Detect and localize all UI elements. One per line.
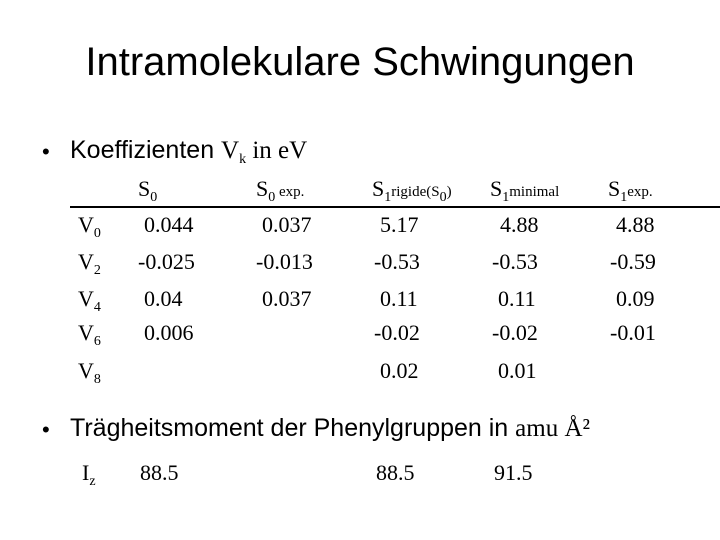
table-cell: 0.006	[144, 320, 194, 345]
table-cell: 0.04	[144, 286, 183, 311]
table-cell: 4.88	[500, 212, 539, 237]
table-cell: 0.037	[262, 286, 312, 311]
table-cell: 5.17	[380, 212, 419, 237]
table-cell: -0.53	[374, 249, 420, 274]
table-cell: 0.037	[262, 212, 312, 237]
row-label-v4: $V_4$	[78, 286, 101, 315]
table-cell: -0.013	[256, 249, 313, 274]
table-cell: 0.11	[380, 286, 418, 311]
bullet-dot-icon: •	[42, 417, 50, 442]
header-s0-exp: $S_0$ exp.	[256, 176, 305, 205]
row-label-v2: $V_2$	[78, 249, 101, 278]
inertia-value: 91.5	[494, 460, 533, 485]
row-label-v8: $V_8$	[78, 358, 101, 387]
inertia-value: 88.5	[140, 460, 179, 485]
header-s1-minimal: $S_1minimal$	[490, 176, 560, 205]
table-cell: 0.01	[498, 358, 537, 383]
table-cell: -0.02	[492, 320, 538, 345]
table-cell: -0.59	[610, 249, 656, 274]
table-cell: -0.53	[492, 249, 538, 274]
row-label-v0: $V_0$	[78, 212, 101, 241]
bullet-inertia	[42, 414, 702, 448]
bullet-dot-icon: •	[42, 139, 50, 164]
table-cell: 0.044	[144, 212, 194, 237]
bullet-coefficients	[42, 136, 702, 170]
header-s1-rigide: $S_1rigide(S_0)$	[372, 176, 452, 205]
ev-unit: in eV	[246, 137, 308, 164]
header-s0: $S_0$	[138, 176, 158, 205]
table-cell: 4.88	[616, 212, 655, 237]
inertia-label-iz: $I_z$	[82, 460, 96, 489]
table-cell: 0.09	[616, 286, 655, 311]
vk-subscript: k	[239, 152, 247, 167]
table-cell: -0.02	[374, 320, 420, 345]
table-header-rule	[70, 206, 720, 208]
slide-title: Intramolekulare Schwingungen	[85, 40, 635, 84]
table-cell: -0.025	[138, 249, 195, 274]
table-cell: -0.01	[610, 320, 656, 345]
table-cell: 0.11	[498, 286, 536, 311]
vk-symbol: V	[221, 137, 240, 164]
inertia-value: 88.5	[376, 460, 415, 485]
amu-unit: amu Å²	[515, 415, 590, 442]
row-label-v6: $V_6$	[78, 320, 101, 349]
bullet-inertia-text: Trägheitsmoment der Phenylgruppen in	[70, 414, 516, 442]
bullet-coefficients-text: Koeffizienten	[70, 136, 222, 164]
header-s1-exp: $S_1\exp$.	[608, 176, 653, 205]
table-cell: 0.02	[380, 358, 419, 383]
